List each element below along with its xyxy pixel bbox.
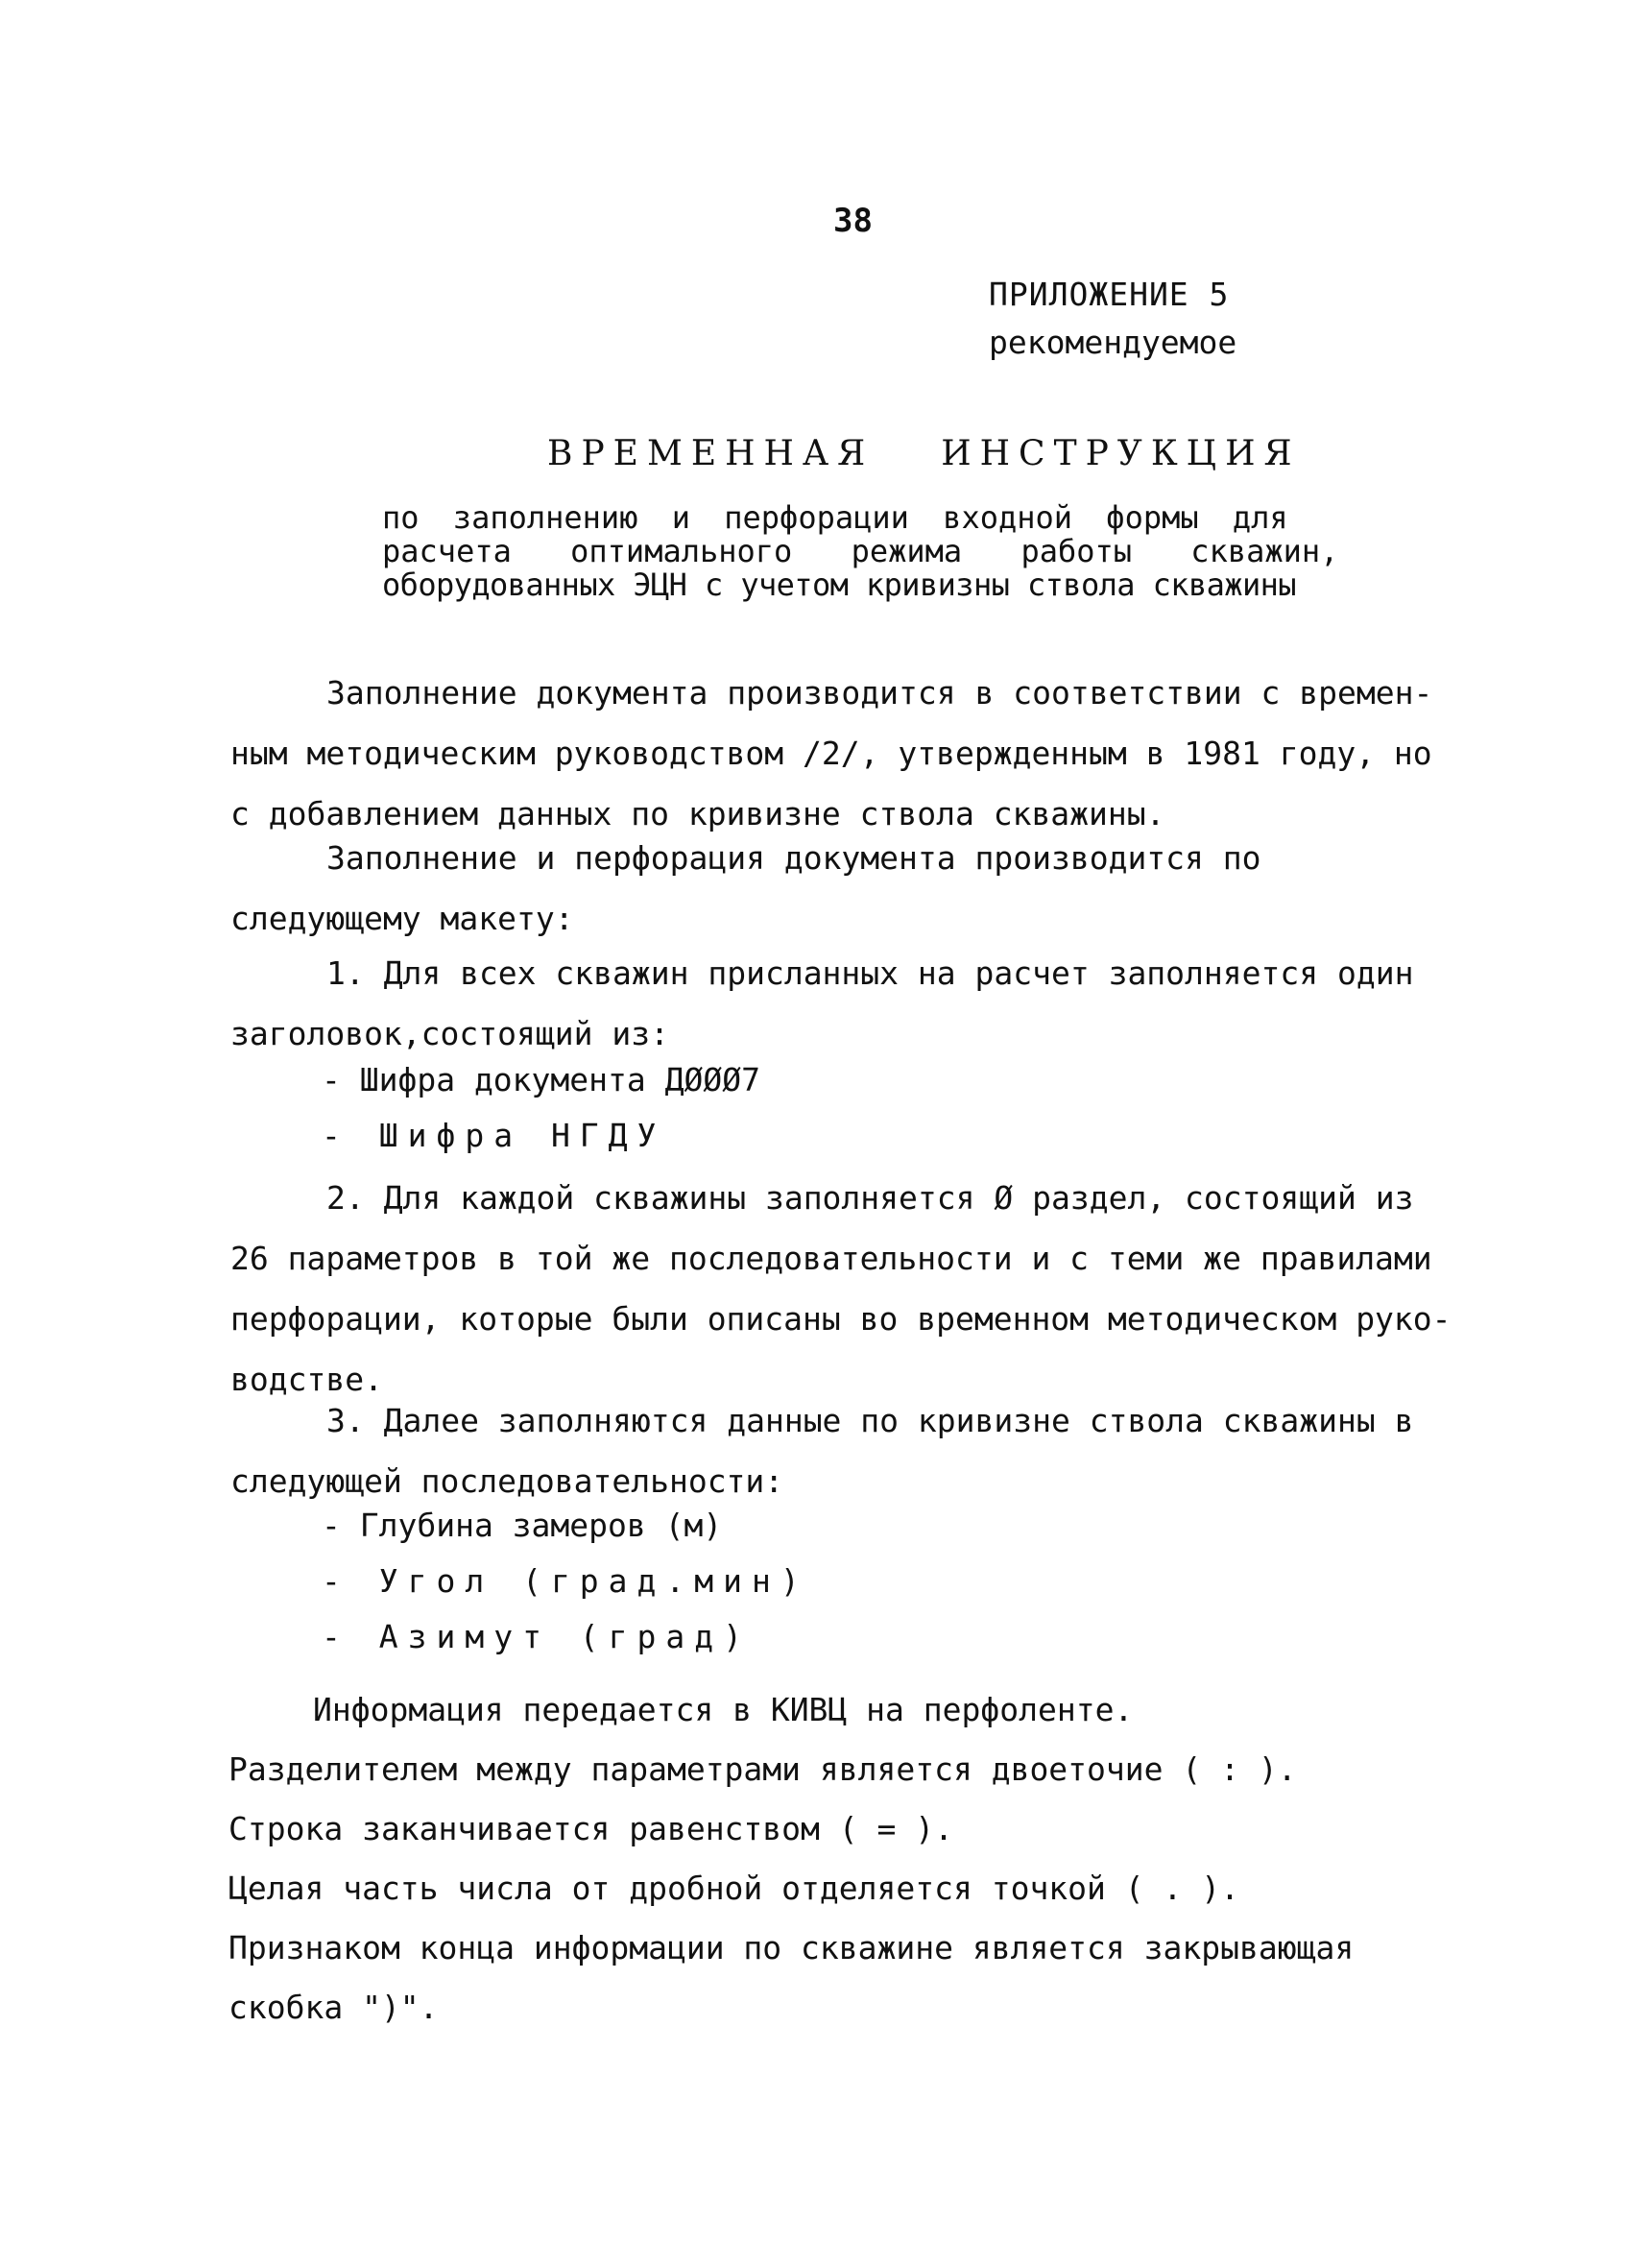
appendix-label: ПРИЛОЖЕНИЕ 5 [989, 276, 1230, 313]
rule-line: Разделителем между параметрами является двоеточие ( : ). [228, 1750, 1297, 1788]
paragraph-line: ным методическим руководством /2/, утвержденным в 1981 году, но [230, 735, 1432, 772]
format-rules [228, 1680, 1354, 2038]
rule-line: Признаком конца информации по скважине является закрывающая [228, 1929, 1355, 1966]
list-item: - Азимут (град) [322, 1618, 753, 1655]
paragraph-line: заголовок,состоящий из: [230, 1015, 669, 1052]
appendix-header [989, 271, 1236, 367]
item-1-paragraph [230, 943, 1413, 1064]
intro-paragraph [230, 663, 1432, 844]
list-item: - Угол (град.мин) [322, 1562, 809, 1600]
title-word-1: ВРЕМЕННАЯ [547, 434, 875, 473]
item-3-list [322, 1498, 809, 1665]
paragraph-line: с добавлением данных по кривизне ствола скважины. [230, 795, 1165, 832]
rule-line: Информация передается в КИВЦ на перфоленте. [313, 1691, 1134, 1728]
rule-line: скобка ")". [228, 1989, 439, 2026]
subtitle-line: по заполнению и перфорации входной формы для [382, 499, 1288, 536]
list-item: - Шифра документа ДØØØ7 [322, 1061, 760, 1098]
paragraph-line: следующему макету: [230, 900, 574, 937]
list-item: - Глубина замеров (м) [322, 1507, 723, 1544]
paragraph-line: следующей последовательности: [230, 1462, 784, 1500]
appendix-note: рекомендуемое [989, 324, 1237, 361]
document-subtitle [382, 499, 1339, 603]
rule-line: Строка заканчивается равенством ( = ). [228, 1810, 953, 1847]
paragraph-line: 3. Далее заполняются данные по кривизне ствола скважины в [326, 1402, 1414, 1439]
item-3-paragraph [230, 1390, 1413, 1511]
subtitle-line: расчета оптимального режима работы скважин, [382, 533, 1339, 569]
item-2-paragraph [230, 1168, 1452, 1410]
item-1-list [322, 1052, 760, 1164]
paragraph-line: водстве. [230, 1361, 383, 1398]
paragraph-line: перфорации, которые были описаны во временном методическом руко- [230, 1300, 1452, 1338]
list-item: - Шифра НГДУ [322, 1117, 666, 1154]
title-word-2: ИНСТРУКЦИЯ [941, 434, 1301, 473]
subtitle-line: оборудованных ЭЦН с учетом кривизны ствола скважины [382, 567, 1296, 603]
paragraph-line: 1. Для всех скважин присланных на расчет заполняется один [326, 954, 1414, 992]
document-title [547, 434, 1301, 473]
page-number: 38 [833, 202, 873, 240]
layout-paragraph [230, 828, 1261, 949]
rule-line: Целая часть числа от дробной отделяется точкой ( . ). [228, 1870, 1239, 1907]
paragraph-line: 26 параметров в той же последовательности и с теми же правилами [230, 1240, 1432, 1277]
paragraph-line: 2. Для каждой скважины заполняется Ø раздел, состоящий из [326, 1179, 1414, 1217]
paragraph-line: Заполнение документа производится в соответствии с времен- [326, 674, 1433, 712]
paragraph-line: Заполнение и перфорация документа производится по [326, 839, 1261, 877]
